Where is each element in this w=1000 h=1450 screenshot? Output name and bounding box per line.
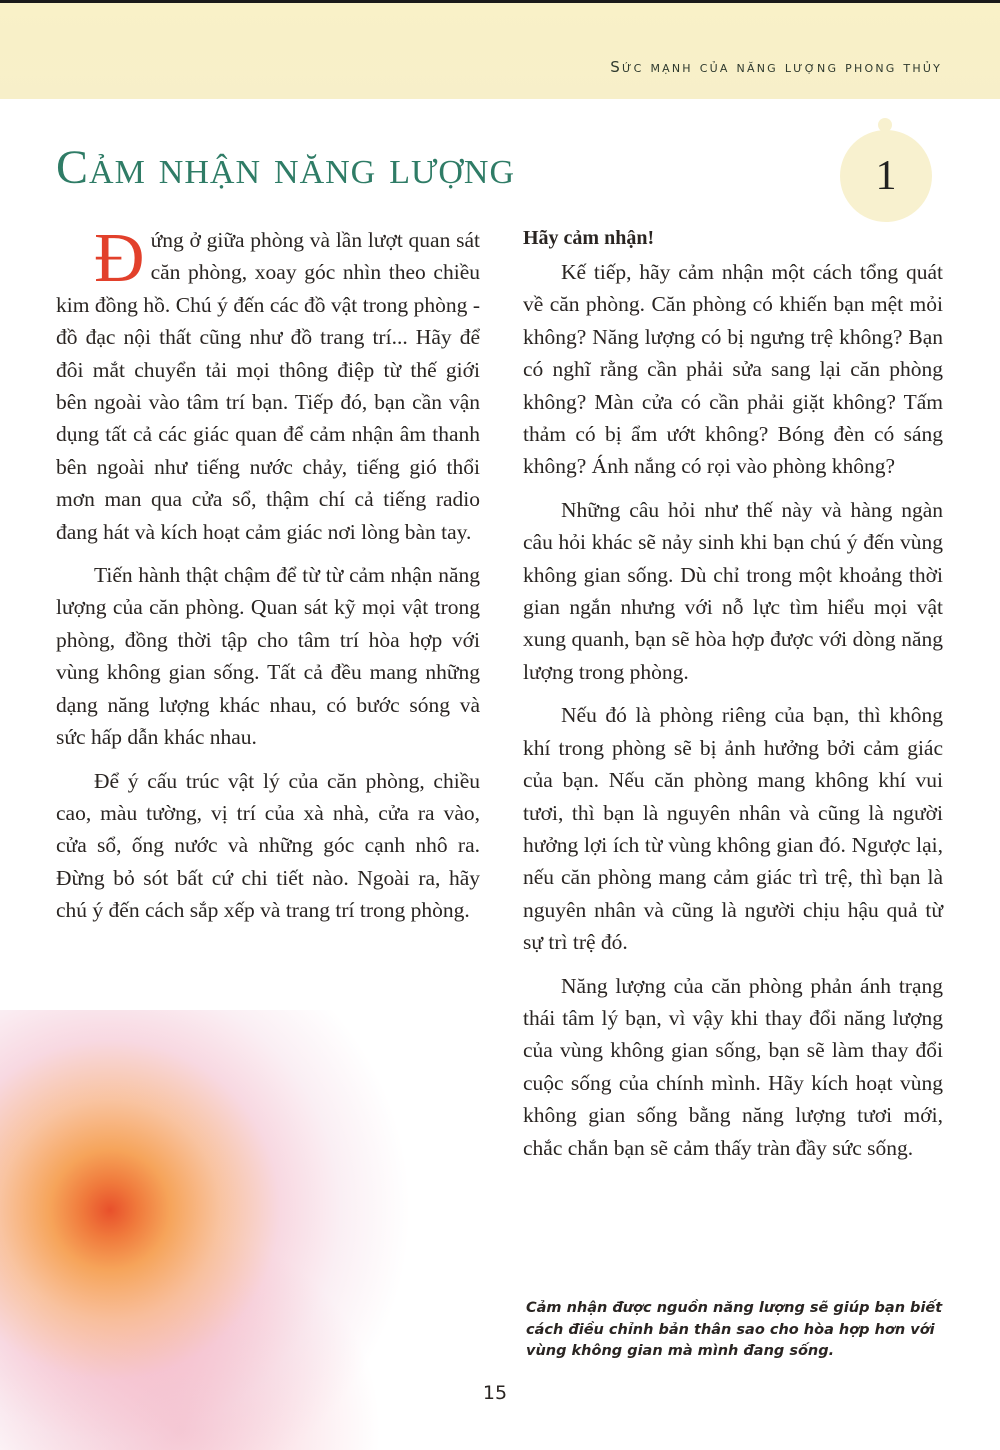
left-paragraph-2: Tiến hành thật chậm để từ từ cảm nhận năng lượng của căn phòng. Quan sát kỹ mọi vật trong phòng, đồng thời tập cho tâm trí hòa hợp với vùng không gian sống. Tất cả đều mang những dạng năng lượng khác nhau, có bước sóng và sức hấp dẫn khác nhau. <box>56 563 480 750</box>
left-paragraph-3: Để ý cấu trúc vật lý của căn phòng, chiều cao, màu tường, vị trí của xà nhà, cửa ra vào, cửa sổ, ống nước và những góc cạnh nhô ra. Đừng bỏ sót bất cứ chi tiết nào. Ngoài ra, hãy chú ý đến cách sắp xếp và trang trí trong phòng. <box>56 768 480 923</box>
header-band <box>0 0 1000 99</box>
subheading: Hãy cảm nhận! <box>523 227 655 249</box>
drop-cap: Đ <box>94 220 145 297</box>
right-paragraph-2: Những câu hỏi như thế này và hàng ngàn câu hỏi khác sẽ nảy sinh khi bạn chú ý đến vùng không gian sống. Dù chỉ trong một khoảng thời gian ngắn nhưng với nỗ lực tìm hiểu mọi vật xung quanh, bạn sẽ hòa hợp được với dòng năng lượng trong phòng. <box>523 497 943 684</box>
right-paragraph-3: Nếu đó là phòng riêng của bạn, thì không khí trong phòng sẽ bị ảnh hưởng bởi cảm giác của bạn. Nếu căn phòng mang không khí vui tươi, thì bạn là nguyên nhân và cũng là người hưởng lợi ích từ vùng không gian đó. Ngược lại, nếu căn phòng mang cảm giác trì trệ, thì bạn là nguyên nhân và cũng là người chịu hậu quả từ sự trì trệ đó. <box>523 703 943 955</box>
right-paragraph-1: Kế tiếp, hãy cảm nhận một cách tổng quát về căn phòng. Căn phòng có khiến bạn mệt mỏi không? Năng lượng có bị ngưng trệ không? Bạn có nghĩ rằng cần phải sửa sang lại căn phòng không? Màn cửa có cần phải giặt không? Tấm thảm có bị ẩm ướt không? Bóng đèn có sáng không? Ánh nắng có rọi vào phòng không? <box>523 260 943 479</box>
image-caption: Cảm nhận được nguồn năng lượng sẽ giúp bạn biết cách điều chỉnh bản thân sao cho hòa hợp hơn với vùng không gian mà mình đang sống. <box>526 1300 943 1359</box>
left-paragraph-1-text: ứng ở giữa phòng và lần lượt quan sát căn phòng, xoay góc nhìn theo chiều kim đồng hồ. Chú ý đến các đồ vật trong phòng - đồ đạc nội thất cũng như đồ trang trí... Hãy để đôi mắt chuyển tải mọi thông điệp từ thế giới bên ngoài vào tâm trí bạn. Tiếp đó, bạn cần vận dụng tất cả các giác quan để cảm nhận âm thanh bên ngoài như tiếng nước chảy, tiếng gió thổi mơn man qua cửa sổ, thậm chí cả tiếng radio đang hát và kích hoạt cảm giác nơi lòng bàn tay. <box>56 228 480 544</box>
right-paragraph-4: Năng lượng của căn phòng phản ánh trạng thái tâm lý bạn, vì vậy khi thay đổi năng lượng của vùng không gian sống, bạn sẽ làm thay đổi cuộc sống của chính mình. Hãy kích hoạt vùng không gian sống bằng năng lượng tươi mới, chắc chắn bạn sẽ cảm thấy tràn đầy sức sống. <box>523 973 943 1160</box>
right-column <box>523 224 943 1175</box>
page-number: 15 <box>482 1382 508 1404</box>
left-paragraph-1 <box>56 220 480 548</box>
chapter-title: Cảm nhận năng lượng <box>56 141 516 194</box>
flower-illustration <box>0 1010 480 1450</box>
running-head: Sức mạnh của năng lượng phong thủy <box>610 58 942 76</box>
chapter-number: 1 <box>875 153 897 199</box>
left-column <box>56 220 480 938</box>
